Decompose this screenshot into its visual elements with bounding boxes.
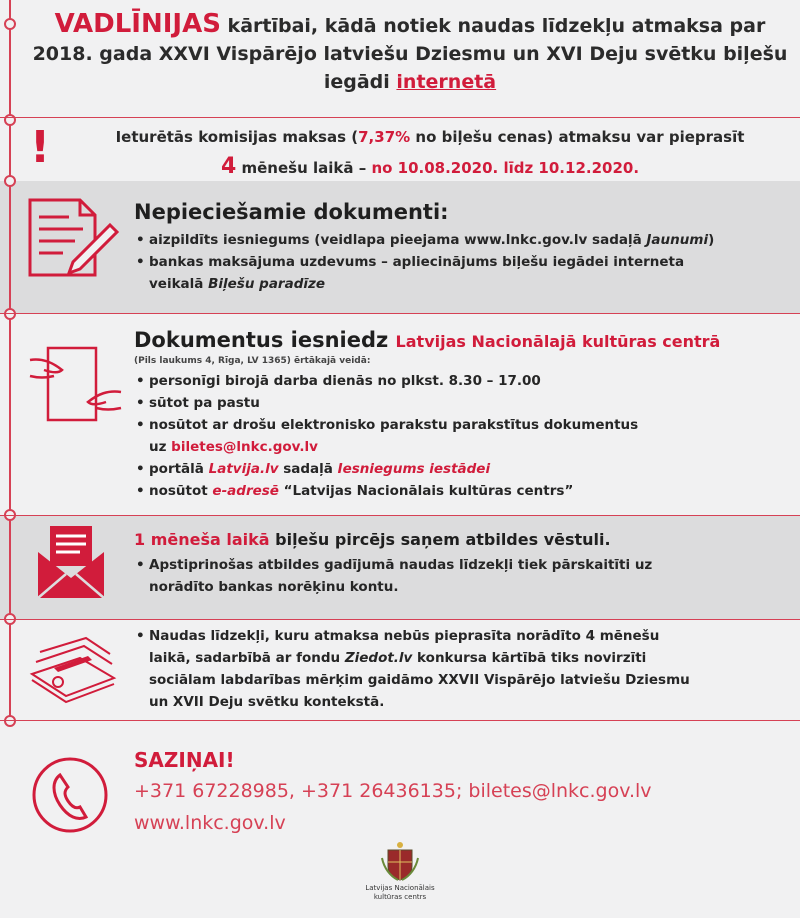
divider [0,720,800,721]
email-link: biletes@lnkc.gov.lv [171,439,318,455]
coat-of-arms-logo [380,840,420,882]
latvija-lv-link: Latvija.lv [208,461,279,477]
reply-title: 1 mēneša laikā biļešu pircējs saņem atbildes vēstuli. [134,530,611,549]
timeline-dot [4,175,16,187]
list-item: • Apstiprinošas atbildes gadījumā naudas līdzekļi tiek pārskaitīti uz norādīto bankas norēķinu kontu. [136,554,776,598]
title-internet-link: internetā [396,71,497,93]
money-stack-icon [28,634,118,704]
list-item: • portālā Latvija.lv sadaļā Iesniegums iestādei [136,458,776,480]
list-item: • sūtot pa pastu [136,392,776,414]
documents-list [136,229,776,295]
timeline-line [9,0,11,720]
contact-phones[interactable]: +371 67228985, +371 26436135; biletes@lnkc.gov.lv [134,780,652,802]
submit-title: Dokumentus iesniedz Latvijas Nacionālajā kultūras centrā [134,328,721,352]
divider [0,515,800,516]
timeline-dot [4,715,16,727]
contact-website[interactable]: www.lnkc.gov.lv [134,812,286,834]
list-item: • bankas maksājuma uzdevums – apliecinājums biļešu iegādei interneta veikalā Biļešu paradīze [136,251,776,295]
list-item: • Naudas līdzekļi, kuru atmaksa nebūs pieprasīta norādīto 4 mēnešu laikā, sadarbībā ar fondu Ziedot.lv konkursa kārtībā tiks novirzīti sociālam labdarības mērķim gaidāmo XXVII Vispārējo latviešu Dziesmu un XVII Deju svētku kontekstā. [136,625,776,713]
timeline-dot [4,114,16,126]
title-keyword: VADLĪNIJAS [54,9,221,39]
exclamation-icon: ! [30,122,51,173]
logo-caption: Latvijas Nacionālais kultūras centrs [365,884,435,901]
timeline-dot [4,18,16,30]
submit-list [136,370,776,502]
divider [0,619,800,620]
documents-title: Nepieciešamie dokumenti: [134,200,449,224]
envelope-letter-icon [36,522,106,600]
refund-notice: Ieturētās komisijas maksas (7,37% no biļešu cenas) atmaksu var pieprasīt 4 mēnešu laikā – no 10.08.2020. līdz 10.12.2020. [115,128,745,179]
list-item: • nosūtot e-adresē “Latvijas Nacionālais kultūras centrs” [136,480,776,502]
divider [0,313,800,314]
list-item: • nosūtot ar drošu elektronisko parakstu parakstītus dokumentus uz biletes@lnkc.gov.lv [136,414,776,458]
funds-list [136,625,776,713]
timeline-dot [4,308,16,320]
document-pen-icon [25,195,120,280]
phone-icon [30,755,110,835]
reply-list [136,554,776,598]
divider [0,117,800,118]
hands-document-icon [28,340,123,430]
list-item: • aizpildīts iesniegums (veidlapa pieejama www.lnkc.gov.lv sadaļā Jaunumi) [136,229,776,251]
submit-address: (Pils laukums 4, Rīga, LV 1365) ērtākajā veidā: [134,356,371,366]
list-item: • personīgi birojā darba dienās no plkst. 8.30 – 17.00 [136,370,776,392]
contact-title: SAZIŅAI! [134,748,235,772]
page-title: VADLĪNIJAS kārtībai, kādā notiek naudas līdzekļu atmaksa par 2018. gada XXVI Vispārējo latviešu Dziesmu un XVI Deju svētku biļešu iegādi internetā [32,9,788,93]
